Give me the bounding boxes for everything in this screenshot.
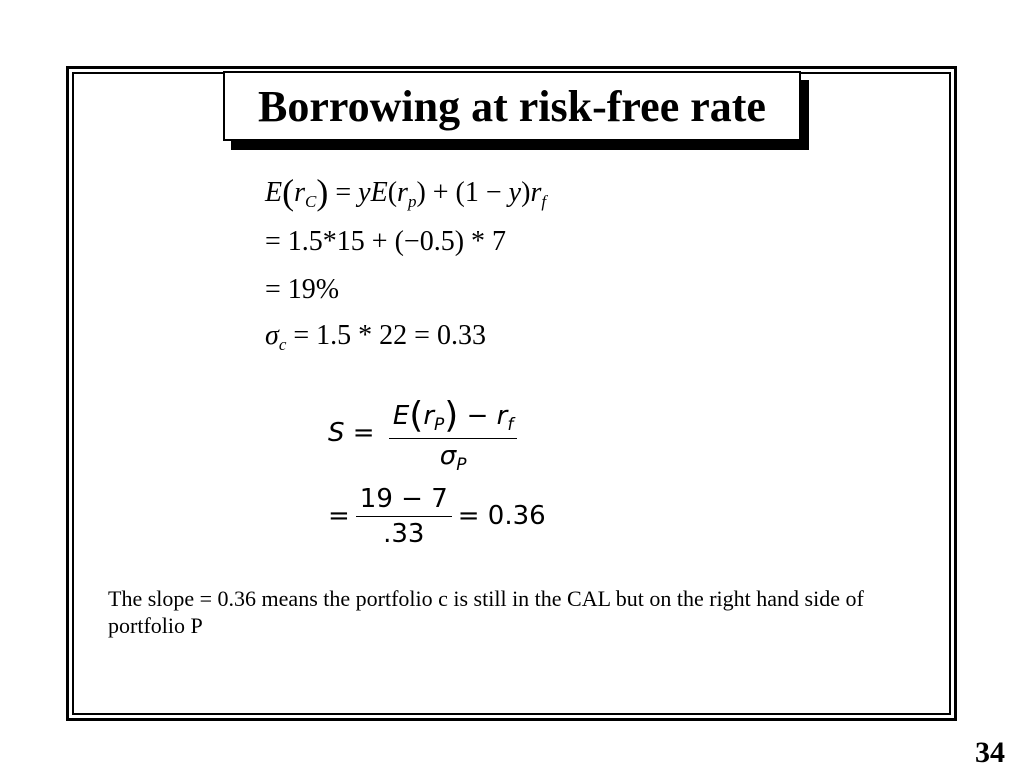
fraction-bar: [389, 438, 518, 439]
eq-sigma-rhs: = 1.5 * 22 = 0.33: [286, 320, 486, 351]
equation-result: = 19%: [265, 274, 340, 305]
slide-title: Borrowing at risk-free rate: [258, 81, 766, 131]
sharpe-num-sub-f: f: [507, 415, 514, 435]
sharpe-denominator: [389, 441, 518, 475]
sharpe-num-r2: r: [496, 401, 508, 431]
eq-symbol-e: E: [265, 177, 283, 208]
eq-rhs-equals: =: [335, 177, 359, 208]
eq-symbol-s: S: [328, 418, 345, 448]
eq-symbol-r: r: [294, 177, 306, 208]
eq-subscript-p: p: [407, 192, 417, 211]
eq-calc-equals: =: [328, 501, 350, 531]
sharpe-fraction: [389, 395, 518, 475]
calc-result: = 0.36: [457, 501, 546, 531]
sharpe-num-r: r: [423, 401, 435, 431]
page-number: 34: [975, 736, 1005, 769]
sharpe-num-minus: −: [458, 401, 497, 431]
eq-symbol-r2: r: [397, 177, 408, 208]
equation-substitution: = 1.5*15 + (−0.5) * 7: [265, 226, 507, 257]
eq-rhs-close: ): [521, 177, 531, 208]
explanation-note: The slope = 0.36 means the portfolio c is still in the CAL but on the right hand side of portfolio P: [108, 586, 864, 638]
sharpe-den-sigma: σ: [439, 441, 457, 471]
eq-subscript-f: f: [541, 192, 547, 211]
eq-symbol-y2: y: [508, 177, 522, 208]
eq-subscript-sigma-c: c: [278, 335, 287, 354]
sharpe-num-e: E: [392, 401, 410, 431]
eq-rhs-middle: ) + (1 −: [416, 177, 509, 208]
sharpe-num-sub-p: P: [434, 415, 445, 435]
eq-sharpe-equals: =: [344, 418, 383, 448]
calc-numerator: 19 − 7: [359, 484, 448, 514]
eq-symbol-e2: E: [370, 177, 388, 208]
equation-sigma: [265, 320, 486, 354]
calc-fraction-bar: [356, 516, 452, 517]
eq-symbol-y: y: [358, 177, 371, 208]
eq-symbol-sigma: σ: [265, 320, 279, 351]
calc-fraction: [356, 486, 452, 547]
sharpe-den-sub-p: P: [456, 455, 467, 475]
eq-symbol-r3: r: [530, 177, 542, 208]
eq-subscript-c: C: [305, 192, 317, 211]
equation-sharpe: [328, 395, 523, 475]
sharpe-numerator: $E(r_P) - r_f$: [392, 395, 514, 436]
equation-expected-return: $E(r_C) = yE(r_p) + (1 - y)r_f$: [265, 172, 547, 212]
equation-sharpe-calc: [328, 486, 546, 547]
title-box: [223, 71, 801, 141]
calc-denominator: .33: [383, 519, 425, 549]
